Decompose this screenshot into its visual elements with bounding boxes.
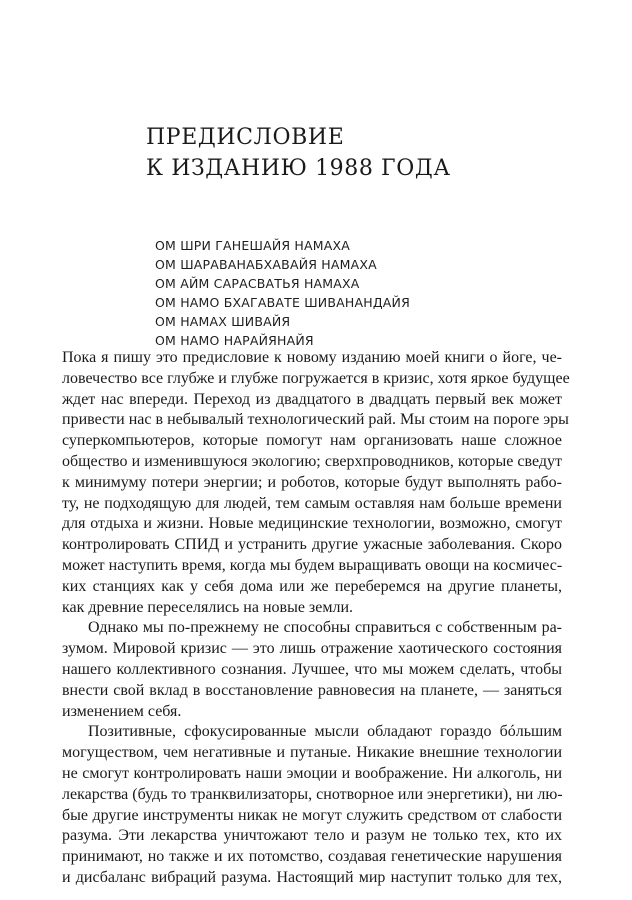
- text-line: могуществом, чем негативные и путаные. Никакие внешние технологии: [62, 744, 562, 762]
- mantra-line: ОМ АЙМ САРАСВАТЬЯ НАМАХА: [155, 276, 360, 291]
- text-line: лекарства (будь то транквилизаторы, снотворное или энергетики), ни лю-: [62, 785, 563, 803]
- text-line: принимают, но также и их потомство, создавая генетические нарушения: [62, 848, 562, 866]
- text-line: ких станциях как у себя дома или же переберемся на другие планеты,: [62, 577, 562, 595]
- mantra-list: [155, 236, 410, 350]
- mantra-line: ОМ НАМАХ ШИВАЙЯ: [155, 314, 291, 329]
- text-line: бые другие инструменты никак не могут служить средством от слабости: [62, 806, 562, 824]
- text-line: контролировать СПИД и устранить другие ужасные заболевания. Скоро: [62, 536, 562, 554]
- body-text: [62, 348, 570, 889]
- text-line: внести свой вклад в восстановление равновесия на планете, — заняться: [62, 681, 562, 699]
- text-line: общество и изменившуюся экологию; сверхпроводников, которые сведут: [62, 452, 562, 470]
- text-line: разума. Эти лекарства уничтожают тело и разум не только тех, кто их: [62, 827, 562, 845]
- mantra-line: ОМ ШАРАВАНАБХАВАЙЯ НАМАХА: [155, 257, 377, 272]
- mantra-line: ОМ НАМО НАРАЙЯНАЙЯ: [155, 333, 314, 348]
- text-line: привести нас в небывалый технологический рай. Мы стоим на пороге эры: [62, 411, 569, 429]
- text-line: как древние переселялись на новые земли.: [62, 598, 354, 616]
- chapter-title: [146, 122, 451, 184]
- mantra-line: ОМ ШРИ ГАНЕШАЙЯ НАМАХА: [155, 238, 351, 253]
- text-line: изменением себя.: [62, 702, 182, 720]
- text-line: ждет нас впереди. Переход из двадцатого в двадцать первый век может: [62, 390, 562, 408]
- text-line: ту, не подходящую для людей, тем самым оставляя нам больше времени: [62, 494, 562, 512]
- text-line: может наступить время, когда мы будем выращивать овощи на космичес-: [62, 556, 563, 574]
- text-line: зумом. Мировой кризис — это лишь отражение хаотического состояния: [62, 640, 562, 658]
- chapter-title-line-2: К ИЗДАНИЮ 1988 ГОДА: [146, 156, 451, 181]
- text-line: Однако мы по-прежнему не способны справиться с собственным ра-: [88, 619, 562, 637]
- text-line: нашего коллективного сознания. Лучшее, что мы можем сделать, чтобы: [62, 660, 562, 678]
- mantra-line: ОМ НАМО БХАГАВАТЕ ШИВАНАНДАЙЯ: [155, 295, 410, 310]
- chapter-title-line-1: ПРЕДИСЛОВИЕ: [146, 125, 345, 150]
- text-line: ловечество все глубже и глубже погружается в кризис, хотя яркое будущее: [62, 369, 570, 387]
- text-line: суперкомпьютеров, которые помогут нам организовать наше сложное: [62, 432, 562, 450]
- text-line: не смогут контролировать наши эмоции и воображение. Ни алкоголь, ни: [62, 764, 562, 782]
- text-line: для отдыха и жизни. Новые медицинские технологии, возможно, смогут: [62, 515, 562, 533]
- text-line: и дисбаланс вибраций разума. Настоящий мир наступит только для тех,: [62, 868, 562, 886]
- text-line: Позитивные, сфокусированные мысли обладают гораздо бóльшим: [88, 723, 562, 741]
- text-line: к минимуму потери энергии; и роботов, которые будут выполнять рабо-: [62, 473, 562, 491]
- text-line: Пока я пишу это предисловие к новому изданию моей книги о йоге, че-: [62, 349, 562, 366]
